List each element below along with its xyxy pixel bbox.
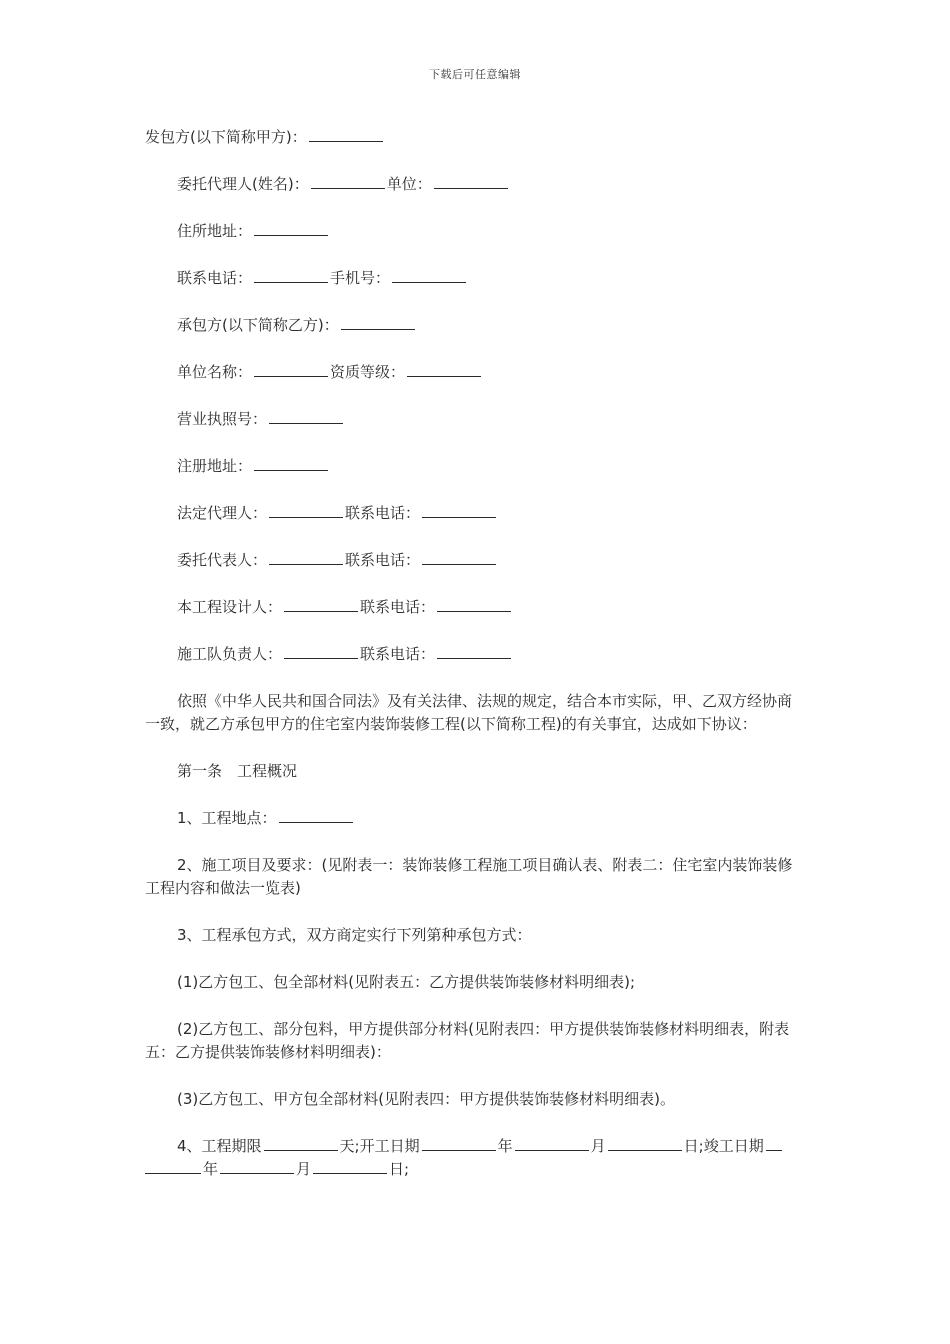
blank-field[interactable] <box>407 361 481 377</box>
option-2: (2)乙方包工、部分包料，甲方提供部分材料(见附表四：甲方提供装饰装修材料明细表，附表五：乙方提供装饰装修材料明细表)： <box>145 1020 790 1061</box>
label-duration: 4、工程期限 <box>177 1137 262 1155</box>
blank-field[interactable] <box>422 549 496 565</box>
blank-field[interactable] <box>284 596 358 612</box>
article-1-heading: 第一条 工程概况 <box>177 762 298 780</box>
label-team-lead: 施工队负责人： <box>177 645 283 663</box>
blank-field[interactable] <box>269 408 343 424</box>
contract-body <box>145 126 805 1205</box>
line-employer <box>145 126 805 149</box>
preamble-paragraph: 依照《中华人民共和国合同法》及有关法律、法规的规定，结合本市实际，甲、乙双方经协商一致，就乙方承包甲方的住宅室内装饰装修工程(以下简称工程)的有关事宜，达成如下协议： <box>145 692 793 733</box>
label-unit: 单位： <box>386 175 432 193</box>
line-phone <box>145 267 805 290</box>
blank-field[interactable] <box>311 173 385 189</box>
item-3: 3、工程承包方式，双方商定实行下列第种承包方式： <box>177 926 532 944</box>
blank-field[interactable] <box>309 126 383 142</box>
blank-field[interactable] <box>220 1158 294 1174</box>
blank-field[interactable] <box>145 1158 201 1174</box>
label-month: 月 <box>296 1160 312 1178</box>
label-phone: 联系电话： <box>177 269 253 287</box>
blank-field[interactable] <box>437 643 511 659</box>
blank-field[interactable] <box>392 267 466 283</box>
label-phone: 联系电话： <box>360 598 436 616</box>
item-1 <box>145 807 805 830</box>
blank-field[interactable] <box>313 1158 387 1174</box>
label-end-date: 日;竣工日期 <box>683 1137 764 1155</box>
line-designer <box>145 596 805 619</box>
option-3: (3)乙方包工、甲方包全部材料(见附表四：甲方提供装饰装修材料明细表)。 <box>177 1090 675 1108</box>
blank-field[interactable] <box>608 1135 682 1151</box>
label-qualification: 资质等级： <box>330 363 406 381</box>
label-contractor: 承包方(以下简称乙方)： <box>177 316 339 334</box>
label-designer: 本工程设计人： <box>177 598 283 616</box>
blank-field[interactable] <box>434 173 508 189</box>
blank-field[interactable] <box>264 1135 338 1151</box>
label-address: 住所地址： <box>177 222 253 240</box>
line-agent <box>145 173 805 196</box>
option-1: (1)乙方包工、包全部材料(见附表五：乙方提供装饰装修材料明细表); <box>177 973 636 991</box>
blank-field[interactable] <box>254 455 328 471</box>
blank-field[interactable] <box>254 220 328 236</box>
blank-field[interactable] <box>254 361 328 377</box>
item-4 <box>145 1135 805 1181</box>
label-phone: 联系电话： <box>345 504 421 522</box>
page-header: 下载后可任意编辑 <box>429 68 521 81</box>
blank-field[interactable] <box>254 267 328 283</box>
blank-field[interactable] <box>269 502 343 518</box>
label-year: 年 <box>203 1160 219 1178</box>
label-month: 月 <box>590 1137 606 1155</box>
line-legal-rep <box>145 502 805 525</box>
blank-field[interactable] <box>422 1135 496 1151</box>
blank-field[interactable] <box>437 596 511 612</box>
line-contractor <box>145 314 805 337</box>
blank-field[interactable] <box>422 502 496 518</box>
blank-field[interactable] <box>341 314 415 330</box>
line-address <box>145 220 805 243</box>
blank-field[interactable] <box>766 1135 782 1151</box>
label-year: 年 <box>497 1137 513 1155</box>
label-legal-rep: 法定代理人： <box>177 504 268 522</box>
label-employer: 发包方(以下简称甲方)： <box>145 128 307 146</box>
label-phone: 联系电话： <box>360 645 436 663</box>
label-phone: 联系电话： <box>345 551 421 569</box>
blank-field[interactable] <box>284 643 358 659</box>
blank-field[interactable] <box>269 549 343 565</box>
line-reg-address <box>145 455 805 478</box>
line-license <box>145 408 805 431</box>
label-company: 单位名称： <box>177 363 253 381</box>
line-team-lead <box>145 643 805 666</box>
label-reg-address: 注册地址： <box>177 457 253 475</box>
line-company <box>145 361 805 384</box>
blank-field[interactable] <box>515 1135 589 1151</box>
label-start-date: 天;开工日期 <box>339 1137 420 1155</box>
label-agent-name: 委托代理人(姓名)： <box>177 175 309 193</box>
label-mobile: 手机号： <box>330 269 391 287</box>
label-site: 1、工程地点： <box>177 809 277 827</box>
label-day: 日; <box>389 1160 410 1178</box>
line-delegate <box>145 549 805 572</box>
label-license: 营业执照号： <box>177 410 268 428</box>
label-delegate: 委托代表人： <box>177 551 268 569</box>
blank-field[interactable] <box>279 807 353 823</box>
item-2: 2、施工项目及要求：(见附表一：装饰装修工程施工项目确认表、附表二：住宅室内装饰装修工程内容和做法一览表) <box>145 856 793 897</box>
